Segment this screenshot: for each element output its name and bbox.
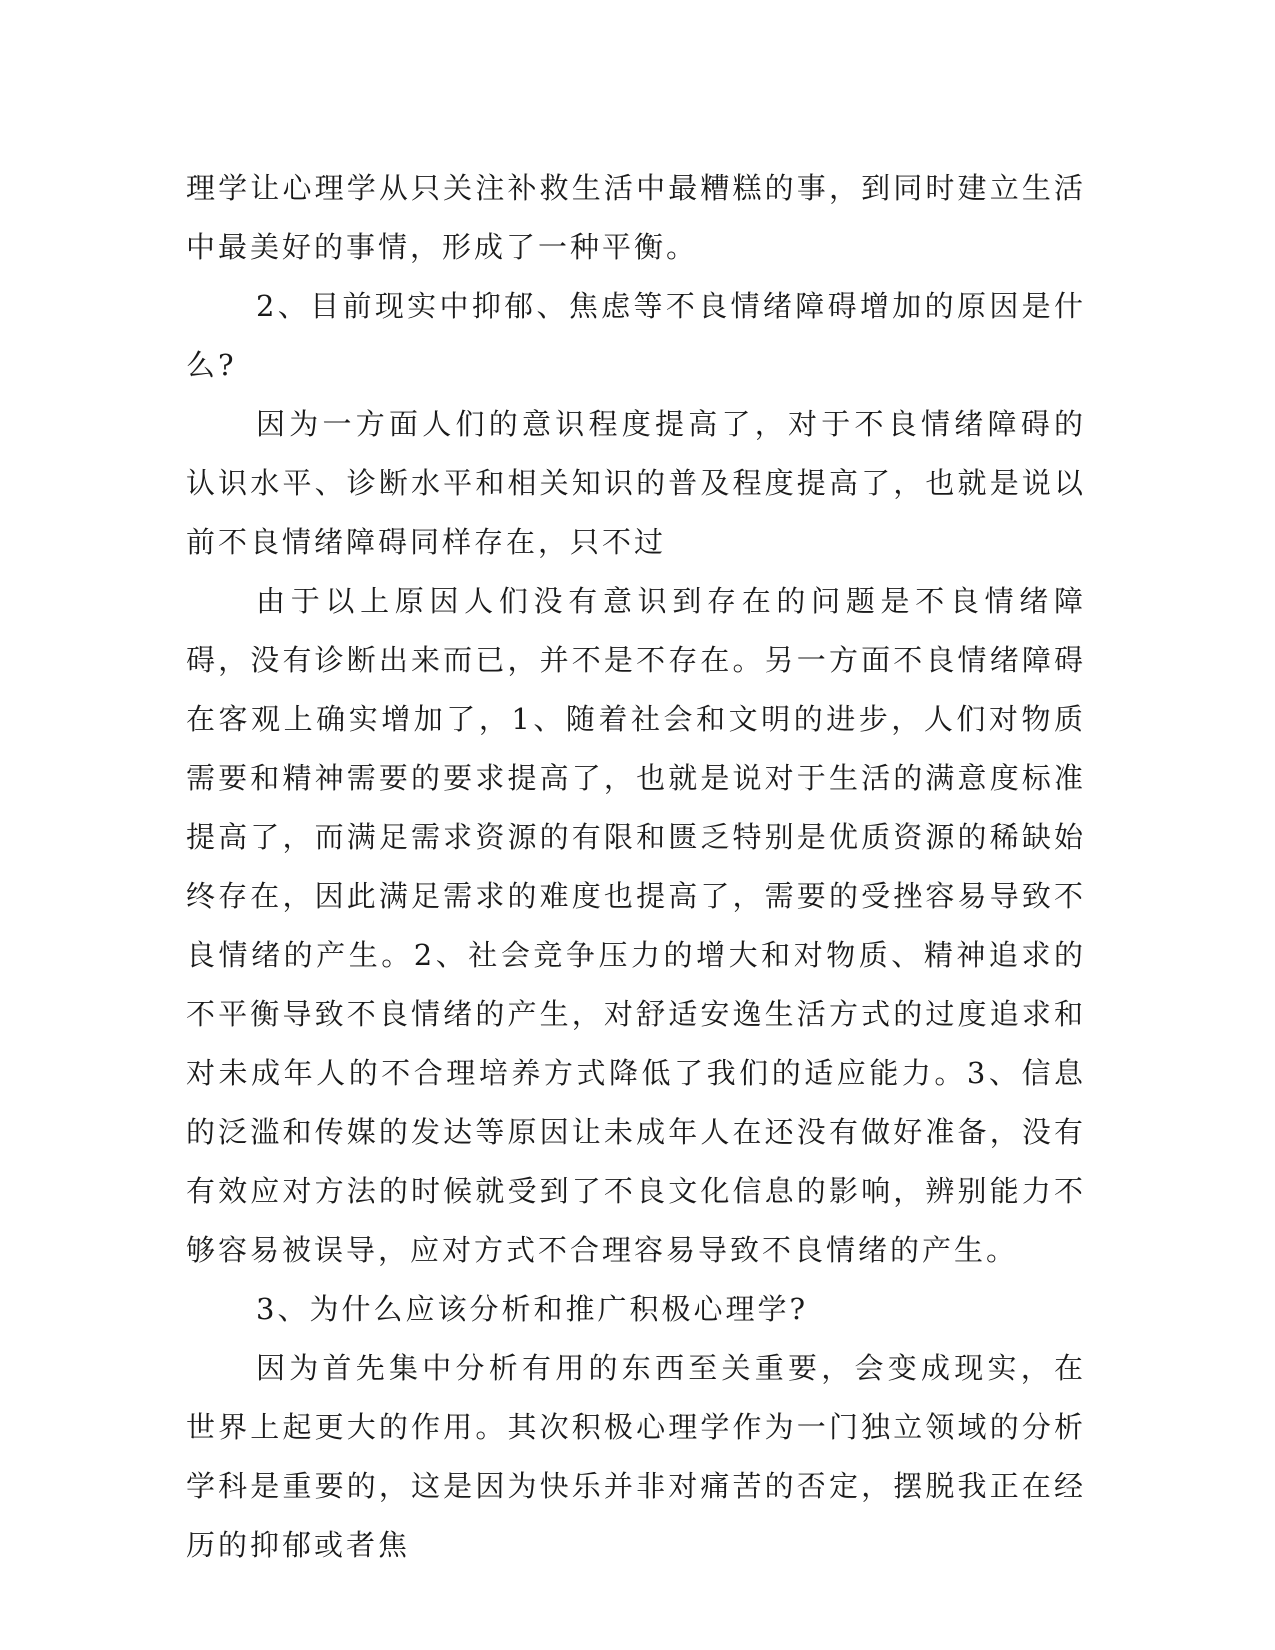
- document-body: [186, 159, 1086, 1575]
- answer-paragraph-2b: 由于以上原因人们没有意识到存在的问题是不良情绪障碍，没有诊断出来而已，并不是不存在。另一方面不良情绪障碍在客观上确实增加了，1、随着社会和文明的进步，人们对物质需要和精神需要的要求提高了，也就是说对于生活的满意度标准提高了，而满足需求资源的有限和匮乏特别是优质资源的稀缺始终存在，因此满足需求的难度也提高了，需要的受挫容易导致不良情绪的产生。2、社会竞争压力的增大和对物质、精神追求的不平衡导致不良情绪的产生，对舒适安逸生活方式的过度追求和对未成年人的不合理培养方式降低了我们的适应能力。3、信息的泛滥和传媒的发达等原因让未成年人在还没有做好准备，没有有效应对方法的时候就受到了不良文化信息的影响，辨别能力不够容易被误导，应对方式不合理容易导致不良情绪的产生。: [186, 584, 1086, 1267]
- answer-paragraph-3: 因为首先集中分析有用的东西至关重要，会变成现实，在世界上起更大的作用。其次积极心理学作为一门独立领域的分析学科是重要的，这是因为快乐并非对痛苦的否定，摆脱我正在经历的抑郁或者焦: [186, 1351, 1086, 1562]
- question-heading-3: 3、为什么应该分析和推广积极心理学?: [256, 1292, 808, 1326]
- paragraph-continuation: 理学让心理学从只关注补救生活中最糟糕的事，到同时建立生活中最美好的事情，形成了一种平衡。: [186, 171, 1086, 264]
- answer-paragraph-2a: 因为一方面人们的意识程度提高了，对于不良情绪障碍的认识水平、诊断水平和相关知识的普及程度提高了，也就是说以前不良情绪障碍同样存在，只不过: [186, 407, 1086, 559]
- question-heading-2: 2、目前现实中抑郁、焦虑等不良情绪障碍增加的原因是什么?: [186, 289, 1086, 382]
